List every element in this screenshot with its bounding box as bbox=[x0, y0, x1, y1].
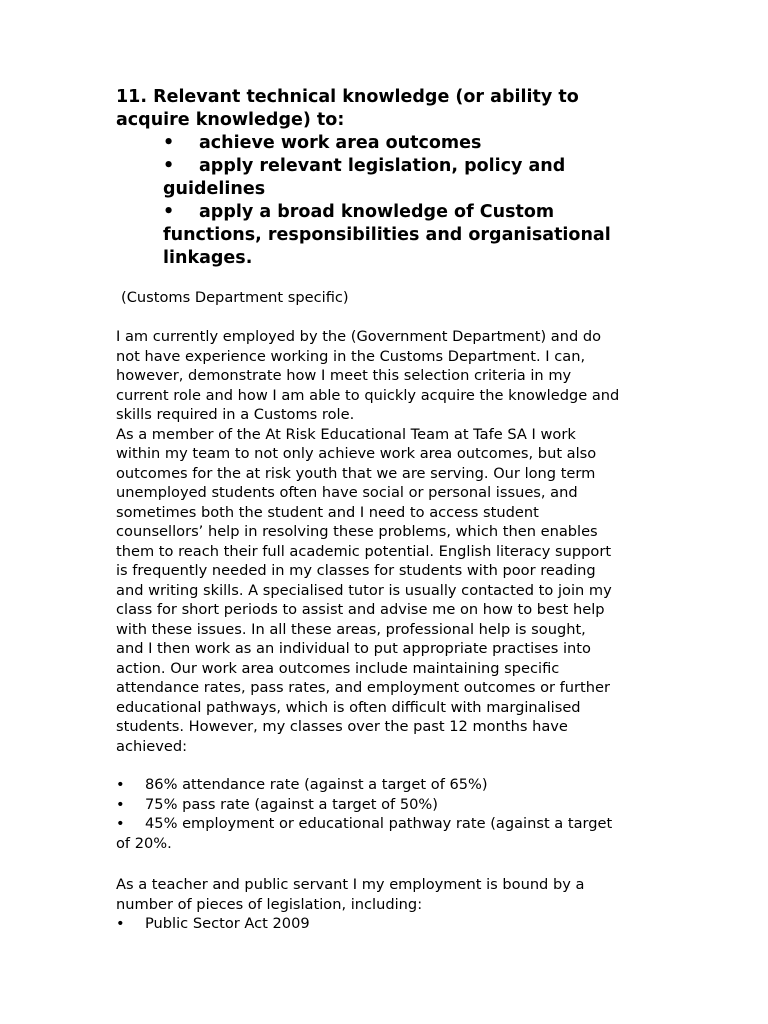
bullet-marker: • bbox=[116, 815, 125, 832]
list-item bbox=[116, 775, 656, 795]
paragraph-line: them to reach their full academic potential. English literacy support bbox=[116, 542, 612, 560]
bullet-marker: • bbox=[116, 776, 125, 793]
list-item bbox=[116, 814, 656, 834]
paragraph-line: counsellors’ help in resolving these problems, which then enables bbox=[116, 523, 598, 540]
heading-line: acquire knowledge) to: bbox=[116, 110, 345, 130]
paragraph-line: current role and how I am able to quickly acquire the knowledge and bbox=[116, 386, 620, 404]
heading-bullet-item bbox=[116, 155, 656, 201]
paragraph-line: and I then work as an individual to put appropriate practises into bbox=[116, 640, 591, 657]
heading-bullet-item bbox=[116, 132, 656, 155]
department-note bbox=[116, 288, 656, 308]
bullet-marker: • bbox=[163, 133, 175, 153]
paragraph-line: sometimes both the student and I need to access student bbox=[116, 503, 539, 521]
paragraph-line: educational pathways, which is often difficult with marginalised bbox=[116, 698, 581, 716]
list-item-text: 86% attendance rate (against a target of 65%) bbox=[145, 776, 488, 793]
paragraph-line: students. However, my classes over the past 12 months have bbox=[116, 718, 568, 735]
criteria-heading bbox=[116, 86, 656, 270]
heading-bullet-text: apply a broad knowledge of Custom bbox=[199, 202, 555, 222]
heading-bullet-text: apply relevant legislation, policy and bbox=[199, 156, 566, 176]
bullet-marker: • bbox=[116, 915, 125, 932]
paragraph-line: not have experience working in the Customs Department. I can, bbox=[116, 347, 586, 365]
bullet-marker: • bbox=[116, 795, 125, 813]
paragraph-line: As a teacher and public servant I my employment is bound by a bbox=[116, 876, 585, 893]
paragraph-line: As a member of the At Risk Educational Team at Tafe SA I work bbox=[116, 425, 576, 443]
paragraph-line: action. Our work area outcomes include maintaining specific bbox=[116, 659, 560, 677]
bullet-marker: • bbox=[163, 156, 175, 176]
paragraph-line: and writing skills. A specialised tutor is usually contacted to join my bbox=[116, 581, 612, 599]
paragraph-line: outcomes for the at risk youth that we are serving. Our long term bbox=[116, 464, 596, 482]
paragraph-line: however, demonstrate how I meet this selection criteria in my bbox=[116, 367, 572, 384]
body-paragraph bbox=[116, 875, 656, 914]
paragraph-line: achieved: bbox=[116, 737, 188, 755]
paragraph-line: with these issues. In all these areas, professional help is sought, bbox=[116, 620, 586, 638]
list-item-continuation: of 20%. bbox=[116, 834, 172, 852]
list-item-text: 75% pass rate (against a target of 50%) bbox=[145, 795, 438, 813]
paragraph-line: number of pieces of legislation, including: bbox=[116, 895, 423, 913]
bullet-marker: • bbox=[163, 202, 175, 222]
paragraph-line: attendance rates, pass rates, and employment outcomes or further bbox=[116, 679, 610, 696]
heading-line: 11. Relevant technical knowledge (or ability to bbox=[116, 87, 579, 107]
paragraph-line: within my team to not only achieve work area outcomes, but also bbox=[116, 445, 597, 462]
list-item bbox=[116, 914, 656, 934]
heading-bullet-continuation: guidelines bbox=[163, 179, 266, 199]
paragraph-line: I am currently employed by the (Government Department) and do bbox=[116, 328, 602, 345]
paragraph-line: skills required in a Customs role. bbox=[116, 406, 355, 423]
list-item bbox=[116, 795, 656, 815]
list-item-text: 45% employment or educational pathway rate (against a target bbox=[145, 815, 613, 832]
heading-bullet-item bbox=[116, 201, 656, 270]
body-paragraph bbox=[116, 327, 656, 756]
list-item-text: Public Sector Act 2009 bbox=[145, 915, 310, 932]
legislation-list bbox=[116, 914, 656, 934]
heading-bullet-continuation: functions, responsibilities and organisational bbox=[163, 225, 611, 245]
paragraph-line: unemployed students often have social or personal issues, and bbox=[116, 484, 578, 501]
heading-bullet-text: achieve work area outcomes bbox=[199, 133, 482, 153]
outcomes-list bbox=[116, 775, 656, 853]
department-note-text: (Customs Department specific) bbox=[121, 289, 349, 306]
paragraph-line: is frequently needed in my classes for students with poor reading bbox=[116, 562, 596, 579]
heading-bullet-continuation: linkages. bbox=[163, 248, 253, 268]
paragraph-line: class for short periods to assist and advise me on how to best help bbox=[116, 601, 605, 618]
